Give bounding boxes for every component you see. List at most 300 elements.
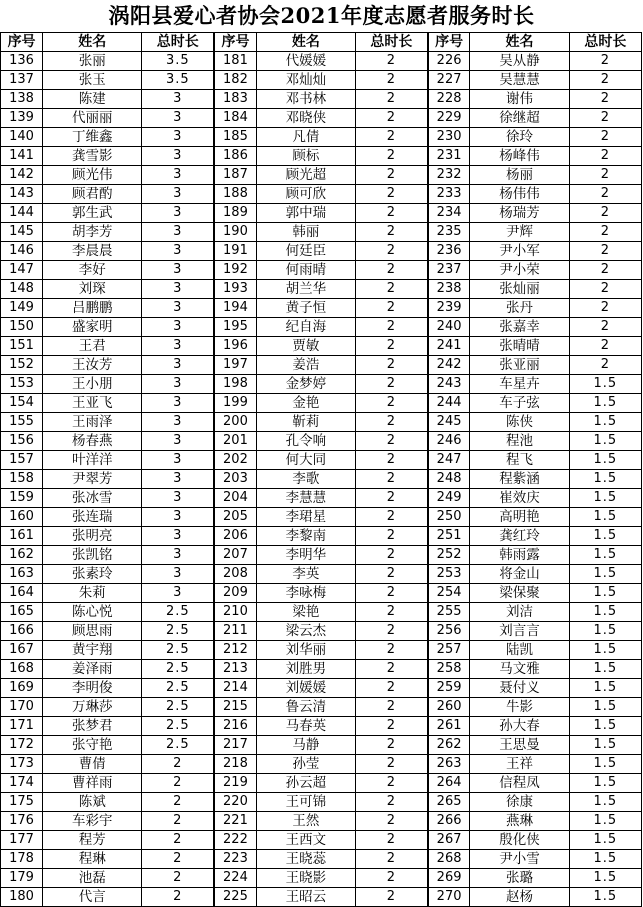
name-cell: 聂付义 <box>470 679 569 698</box>
hours-cell: 2 <box>356 812 428 831</box>
name-cell: 张嘉幸 <box>470 318 569 337</box>
hours-cell: 2 <box>142 812 214 831</box>
table-row <box>1 736 642 755</box>
seq-cell: 147 <box>1 261 43 280</box>
seq-cell: 143 <box>1 185 43 204</box>
hours-cell: 2.5 <box>142 679 214 698</box>
seq-cell: 169 <box>1 679 43 698</box>
name-cell: 杨峰伟 <box>470 147 569 166</box>
hours-cell: 1.5 <box>569 546 641 565</box>
name-cell: 孙莹 <box>256 755 355 774</box>
hours-cell: 2 <box>356 660 428 679</box>
table-row <box>1 280 642 299</box>
table-row <box>1 812 642 831</box>
name-cell: 胡李芳 <box>43 223 142 242</box>
name-cell: 杨丽 <box>470 166 569 185</box>
seq-cell: 153 <box>1 375 43 394</box>
table-row <box>1 584 642 603</box>
hours-cell: 2 <box>569 356 641 375</box>
name-cell: 殷化侠 <box>470 831 569 850</box>
hours-cell: 3 <box>142 356 214 375</box>
seq-cell: 180 <box>1 888 43 907</box>
table-row <box>1 603 642 622</box>
table-row <box>1 356 642 375</box>
seq-cell: 222 <box>214 831 256 850</box>
seq-cell: 193 <box>214 280 256 299</box>
seq-cell: 170 <box>1 698 43 717</box>
hours-cell: 3 <box>142 394 214 413</box>
name-cell: 徐继超 <box>470 109 569 128</box>
hours-cell: 3 <box>142 128 214 147</box>
seq-cell: 168 <box>1 660 43 679</box>
hours-cell: 1.5 <box>569 679 641 698</box>
seq-cell: 266 <box>428 812 470 831</box>
hours-cell: 2 <box>356 508 428 527</box>
name-cell: 徐玲 <box>470 128 569 147</box>
table-row <box>1 489 642 508</box>
name-cell: 张玉 <box>43 71 142 90</box>
hours-cell: 2 <box>569 318 641 337</box>
hours-cell: 1.5 <box>569 793 641 812</box>
hours-cell: 3 <box>142 299 214 318</box>
seq-cell: 256 <box>428 622 470 641</box>
hours-cell: 1.5 <box>569 622 641 641</box>
name-cell: 吴慧慧 <box>470 71 569 90</box>
seq-cell: 211 <box>214 622 256 641</box>
seq-cell: 262 <box>428 736 470 755</box>
name-cell: 李英 <box>256 565 355 584</box>
name-cell: 池磊 <box>43 869 142 888</box>
name-cell: 张亚丽 <box>470 356 569 375</box>
hours-cell: 2 <box>356 261 428 280</box>
seq-cell: 181 <box>214 52 256 71</box>
name-cell: 程琳 <box>43 850 142 869</box>
name-cell: 张灿丽 <box>470 280 569 299</box>
seq-cell: 192 <box>214 261 256 280</box>
name-cell: 邓灿灿 <box>256 71 355 90</box>
name-cell: 王雨泽 <box>43 413 142 432</box>
hours-cell: 2 <box>356 356 428 375</box>
hours-cell: 2 <box>356 451 428 470</box>
name-cell: 王昭云 <box>256 888 355 907</box>
hours-cell: 3 <box>142 185 214 204</box>
hours-cell: 2 <box>356 622 428 641</box>
name-cell: 凡倩 <box>256 128 355 147</box>
seq-cell: 151 <box>1 337 43 356</box>
name-cell: 马静 <box>256 736 355 755</box>
hours-cell: 1.5 <box>569 489 641 508</box>
hours-cell: 1.5 <box>569 660 641 679</box>
hours-cell: 2 <box>356 185 428 204</box>
header-name: 姓名 <box>256 33 355 52</box>
seq-cell: 238 <box>428 280 470 299</box>
hours-cell: 3 <box>142 318 214 337</box>
seq-cell: 189 <box>214 204 256 223</box>
seq-cell: 136 <box>1 52 43 71</box>
name-cell: 李珺星 <box>256 508 355 527</box>
seq-cell: 210 <box>214 603 256 622</box>
name-cell: 刘胜男 <box>256 660 355 679</box>
hours-cell: 2 <box>356 584 428 603</box>
name-cell: 马文雅 <box>470 660 569 679</box>
hours-cell: 2 <box>356 888 428 907</box>
name-cell: 徐康 <box>470 793 569 812</box>
hours-cell: 2 <box>356 869 428 888</box>
seq-cell: 260 <box>428 698 470 717</box>
seq-cell: 254 <box>428 584 470 603</box>
seq-cell: 149 <box>1 299 43 318</box>
seq-cell: 243 <box>428 375 470 394</box>
seq-cell: 217 <box>214 736 256 755</box>
seq-cell: 144 <box>1 204 43 223</box>
hours-cell: 2 <box>356 679 428 698</box>
name-cell: 金梦婷 <box>256 375 355 394</box>
seq-cell: 140 <box>1 128 43 147</box>
seq-cell: 225 <box>214 888 256 907</box>
seq-cell: 152 <box>1 356 43 375</box>
table-row <box>1 185 642 204</box>
seq-cell: 185 <box>214 128 256 147</box>
seq-cell: 188 <box>214 185 256 204</box>
name-cell: 程紫涵 <box>470 470 569 489</box>
hours-cell: 2.5 <box>142 641 214 660</box>
name-cell: 张明亮 <box>43 527 142 546</box>
seq-cell: 199 <box>214 394 256 413</box>
hours-cell: 2 <box>142 774 214 793</box>
table-row <box>1 52 642 71</box>
seq-cell: 258 <box>428 660 470 679</box>
name-cell: 王然 <box>256 812 355 831</box>
seq-cell: 215 <box>214 698 256 717</box>
name-cell: 尹小军 <box>470 242 569 261</box>
table-row <box>1 242 642 261</box>
hours-cell: 2 <box>356 204 428 223</box>
name-cell: 盛家明 <box>43 318 142 337</box>
seq-cell: 184 <box>214 109 256 128</box>
name-cell: 黄子恒 <box>256 299 355 318</box>
name-cell: 将金山 <box>470 565 569 584</box>
name-cell: 王西文 <box>256 831 355 850</box>
hours-cell: 3 <box>142 489 214 508</box>
seq-cell: 252 <box>428 546 470 565</box>
name-cell: 马春英 <box>256 717 355 736</box>
hours-cell: 1.5 <box>569 736 641 755</box>
hours-cell: 1.5 <box>569 698 641 717</box>
hours-cell: 2 <box>356 375 428 394</box>
name-cell: 张梦君 <box>43 717 142 736</box>
name-cell: 王晓影 <box>256 869 355 888</box>
hours-cell: 2 <box>356 71 428 90</box>
hours-cell: 3 <box>142 166 214 185</box>
hours-cell: 1.5 <box>569 451 641 470</box>
name-cell: 吕鹏鹏 <box>43 299 142 318</box>
hours-cell: 1.5 <box>569 565 641 584</box>
seq-cell: 161 <box>1 527 43 546</box>
table-row <box>1 508 642 527</box>
seq-cell: 247 <box>428 451 470 470</box>
seq-cell: 156 <box>1 432 43 451</box>
name-cell: 车子弦 <box>470 394 569 413</box>
hours-cell: 3 <box>142 90 214 109</box>
name-cell: 王汝芳 <box>43 356 142 375</box>
table-row <box>1 698 642 717</box>
name-cell: 梁云杰 <box>256 622 355 641</box>
hours-cell: 1.5 <box>569 394 641 413</box>
hours-cell: 2 <box>356 850 428 869</box>
hours-cell: 2 <box>569 204 641 223</box>
name-cell: 陈斌 <box>43 793 142 812</box>
hours-cell: 2 <box>356 109 428 128</box>
seq-cell: 246 <box>428 432 470 451</box>
seq-cell: 208 <box>214 565 256 584</box>
hours-cell: 2 <box>569 337 641 356</box>
hours-cell: 3.5 <box>142 52 214 71</box>
seq-cell: 175 <box>1 793 43 812</box>
seq-cell: 239 <box>428 299 470 318</box>
hours-cell: 1.5 <box>569 527 641 546</box>
hours-cell: 2.5 <box>142 698 214 717</box>
seq-cell: 187 <box>214 166 256 185</box>
name-cell: 李歌 <box>256 470 355 489</box>
header-seq: 序号 <box>1 33 43 52</box>
name-cell: 胡兰华 <box>256 280 355 299</box>
name-cell: 车星卉 <box>470 375 569 394</box>
seq-cell: 201 <box>214 432 256 451</box>
hours-cell: 2 <box>356 717 428 736</box>
hours-cell: 1.5 <box>569 584 641 603</box>
hours-cell: 2 <box>356 394 428 413</box>
hours-cell: 2 <box>142 869 214 888</box>
name-cell: 张晴晴 <box>470 337 569 356</box>
name-cell: 王思曼 <box>470 736 569 755</box>
seq-cell: 207 <box>214 546 256 565</box>
name-cell: 李黎南 <box>256 527 355 546</box>
seq-cell: 191 <box>214 242 256 261</box>
name-cell: 黄宇翔 <box>43 641 142 660</box>
hours-cell: 3 <box>142 470 214 489</box>
table-row <box>1 793 642 812</box>
seq-cell: 165 <box>1 603 43 622</box>
seq-cell: 183 <box>214 90 256 109</box>
header-hours: 总时长 <box>356 33 428 52</box>
table-row <box>1 527 642 546</box>
hours-cell: 2 <box>356 242 428 261</box>
seq-cell: 182 <box>214 71 256 90</box>
seq-cell: 251 <box>428 527 470 546</box>
name-cell: 张璐 <box>470 869 569 888</box>
name-cell: 邓书林 <box>256 90 355 109</box>
seq-cell: 146 <box>1 242 43 261</box>
seq-cell: 235 <box>428 223 470 242</box>
name-cell: 陆凯 <box>470 641 569 660</box>
seq-cell: 255 <box>428 603 470 622</box>
seq-cell: 264 <box>428 774 470 793</box>
name-cell: 尹小雪 <box>470 850 569 869</box>
seq-cell: 190 <box>214 223 256 242</box>
hours-cell: 2 <box>356 299 428 318</box>
seq-cell: 209 <box>214 584 256 603</box>
seq-cell: 167 <box>1 641 43 660</box>
name-cell: 李咏梅 <box>256 584 355 603</box>
hours-cell: 3.5 <box>142 71 214 90</box>
hours-cell: 2 <box>356 90 428 109</box>
name-cell: 王小朋 <box>43 375 142 394</box>
header-hours: 总时长 <box>569 33 641 52</box>
table-row <box>1 451 642 470</box>
name-cell: 龚红玲 <box>470 527 569 546</box>
seq-cell: 171 <box>1 717 43 736</box>
name-cell: 张素玲 <box>43 565 142 584</box>
name-cell: 牛影 <box>470 698 569 717</box>
hours-cell: 2.5 <box>142 717 214 736</box>
hours-cell: 1.5 <box>569 470 641 489</box>
name-cell: 李明华 <box>256 546 355 565</box>
table-row <box>1 432 642 451</box>
seq-cell: 223 <box>214 850 256 869</box>
seq-cell: 237 <box>428 261 470 280</box>
hours-cell: 3 <box>142 337 214 356</box>
table-row <box>1 641 642 660</box>
name-cell: 谢伟 <box>470 90 569 109</box>
hours-cell: 2 <box>569 109 641 128</box>
name-cell: 高明艳 <box>470 508 569 527</box>
hours-cell: 1.5 <box>569 432 641 451</box>
seq-cell: 195 <box>214 318 256 337</box>
name-cell: 姜泽雨 <box>43 660 142 679</box>
name-cell: 尹辉 <box>470 223 569 242</box>
header-row <box>1 33 642 52</box>
table-row <box>1 546 642 565</box>
name-cell: 王亚飞 <box>43 394 142 413</box>
sheet-title: 涡阳县爱心者协会2021年度志愿者服务时长 <box>108 3 535 28</box>
seq-cell: 213 <box>214 660 256 679</box>
name-cell: 杨瑞芳 <box>470 204 569 223</box>
name-cell: 陈心悦 <box>43 603 142 622</box>
hours-cell: 2 <box>356 52 428 71</box>
header-seq: 序号 <box>214 33 256 52</box>
name-cell: 尹小荣 <box>470 261 569 280</box>
header-name: 姓名 <box>470 33 569 52</box>
hours-cell: 2 <box>356 546 428 565</box>
seq-cell: 178 <box>1 850 43 869</box>
hours-cell: 3 <box>142 375 214 394</box>
name-cell: 张守艳 <box>43 736 142 755</box>
hours-cell: 2 <box>356 280 428 299</box>
seq-cell: 249 <box>428 489 470 508</box>
name-cell: 张连瑞 <box>43 508 142 527</box>
hours-cell: 2.5 <box>142 736 214 755</box>
hours-cell: 1.5 <box>569 812 641 831</box>
seq-cell: 141 <box>1 147 43 166</box>
seq-cell: 248 <box>428 470 470 489</box>
seq-cell: 139 <box>1 109 43 128</box>
table-row <box>1 565 642 584</box>
hours-cell: 2 <box>356 565 428 584</box>
table-row <box>1 109 642 128</box>
seq-cell: 212 <box>214 641 256 660</box>
seq-cell: 267 <box>428 831 470 850</box>
hours-cell: 2 <box>569 71 641 90</box>
seq-cell: 203 <box>214 470 256 489</box>
table-row <box>1 223 642 242</box>
hours-cell: 2 <box>569 90 641 109</box>
seq-cell: 162 <box>1 546 43 565</box>
seq-cell: 230 <box>428 128 470 147</box>
hours-cell: 1.5 <box>569 755 641 774</box>
hours-cell: 3 <box>142 413 214 432</box>
header-name: 姓名 <box>43 33 142 52</box>
name-cell: 刘洁 <box>470 603 569 622</box>
name-cell: 何廷臣 <box>256 242 355 261</box>
hours-cell: 1.5 <box>569 508 641 527</box>
seq-cell: 196 <box>214 337 256 356</box>
table-row <box>1 394 642 413</box>
name-cell: 车彩宇 <box>43 812 142 831</box>
seq-cell: 244 <box>428 394 470 413</box>
hours-cell: 1.5 <box>569 831 641 850</box>
name-cell: 何雨晴 <box>256 261 355 280</box>
seq-cell: 245 <box>428 413 470 432</box>
hours-cell: 3 <box>142 508 214 527</box>
hours-cell: 2 <box>356 147 428 166</box>
hours-cell: 3 <box>142 451 214 470</box>
hours-cell: 2 <box>356 641 428 660</box>
name-cell: 李好 <box>43 261 142 280</box>
hours-cell: 2.5 <box>142 622 214 641</box>
seq-cell: 179 <box>1 869 43 888</box>
hours-cell: 2.5 <box>142 603 214 622</box>
table-row <box>1 660 642 679</box>
seq-cell: 205 <box>214 508 256 527</box>
table-row <box>1 774 642 793</box>
seq-cell: 241 <box>428 337 470 356</box>
hours-cell: 1.5 <box>569 888 641 907</box>
name-cell: 李明俊 <box>43 679 142 698</box>
name-cell: 王可锦 <box>256 793 355 812</box>
table-body <box>1 52 642 907</box>
seq-cell: 233 <box>428 185 470 204</box>
table-row <box>1 261 642 280</box>
seq-cell: 157 <box>1 451 43 470</box>
hours-cell: 2 <box>356 337 428 356</box>
name-cell: 顾光伟 <box>43 166 142 185</box>
seq-cell: 242 <box>428 356 470 375</box>
name-cell: 顾光超 <box>256 166 355 185</box>
seq-cell: 150 <box>1 318 43 337</box>
name-cell: 曹倩 <box>43 755 142 774</box>
name-cell: 张凯铭 <box>43 546 142 565</box>
seq-cell: 172 <box>1 736 43 755</box>
name-cell: 王君 <box>43 337 142 356</box>
seq-cell: 234 <box>428 204 470 223</box>
seq-cell: 240 <box>428 318 470 337</box>
name-cell: 李晨晨 <box>43 242 142 261</box>
table-row <box>1 717 642 736</box>
hours-cell: 1.5 <box>569 375 641 394</box>
hours-cell: 1.5 <box>569 641 641 660</box>
hours-cell: 3 <box>142 546 214 565</box>
name-cell: 韩雨露 <box>470 546 569 565</box>
table-row <box>1 204 642 223</box>
seq-cell: 269 <box>428 869 470 888</box>
name-cell: 郭生武 <box>43 204 142 223</box>
seq-cell: 219 <box>214 774 256 793</box>
seq-cell: 155 <box>1 413 43 432</box>
name-cell: 张丹 <box>470 299 569 318</box>
seq-cell: 231 <box>428 147 470 166</box>
hours-cell: 1.5 <box>569 869 641 888</box>
name-cell: 姜浩 <box>256 356 355 375</box>
